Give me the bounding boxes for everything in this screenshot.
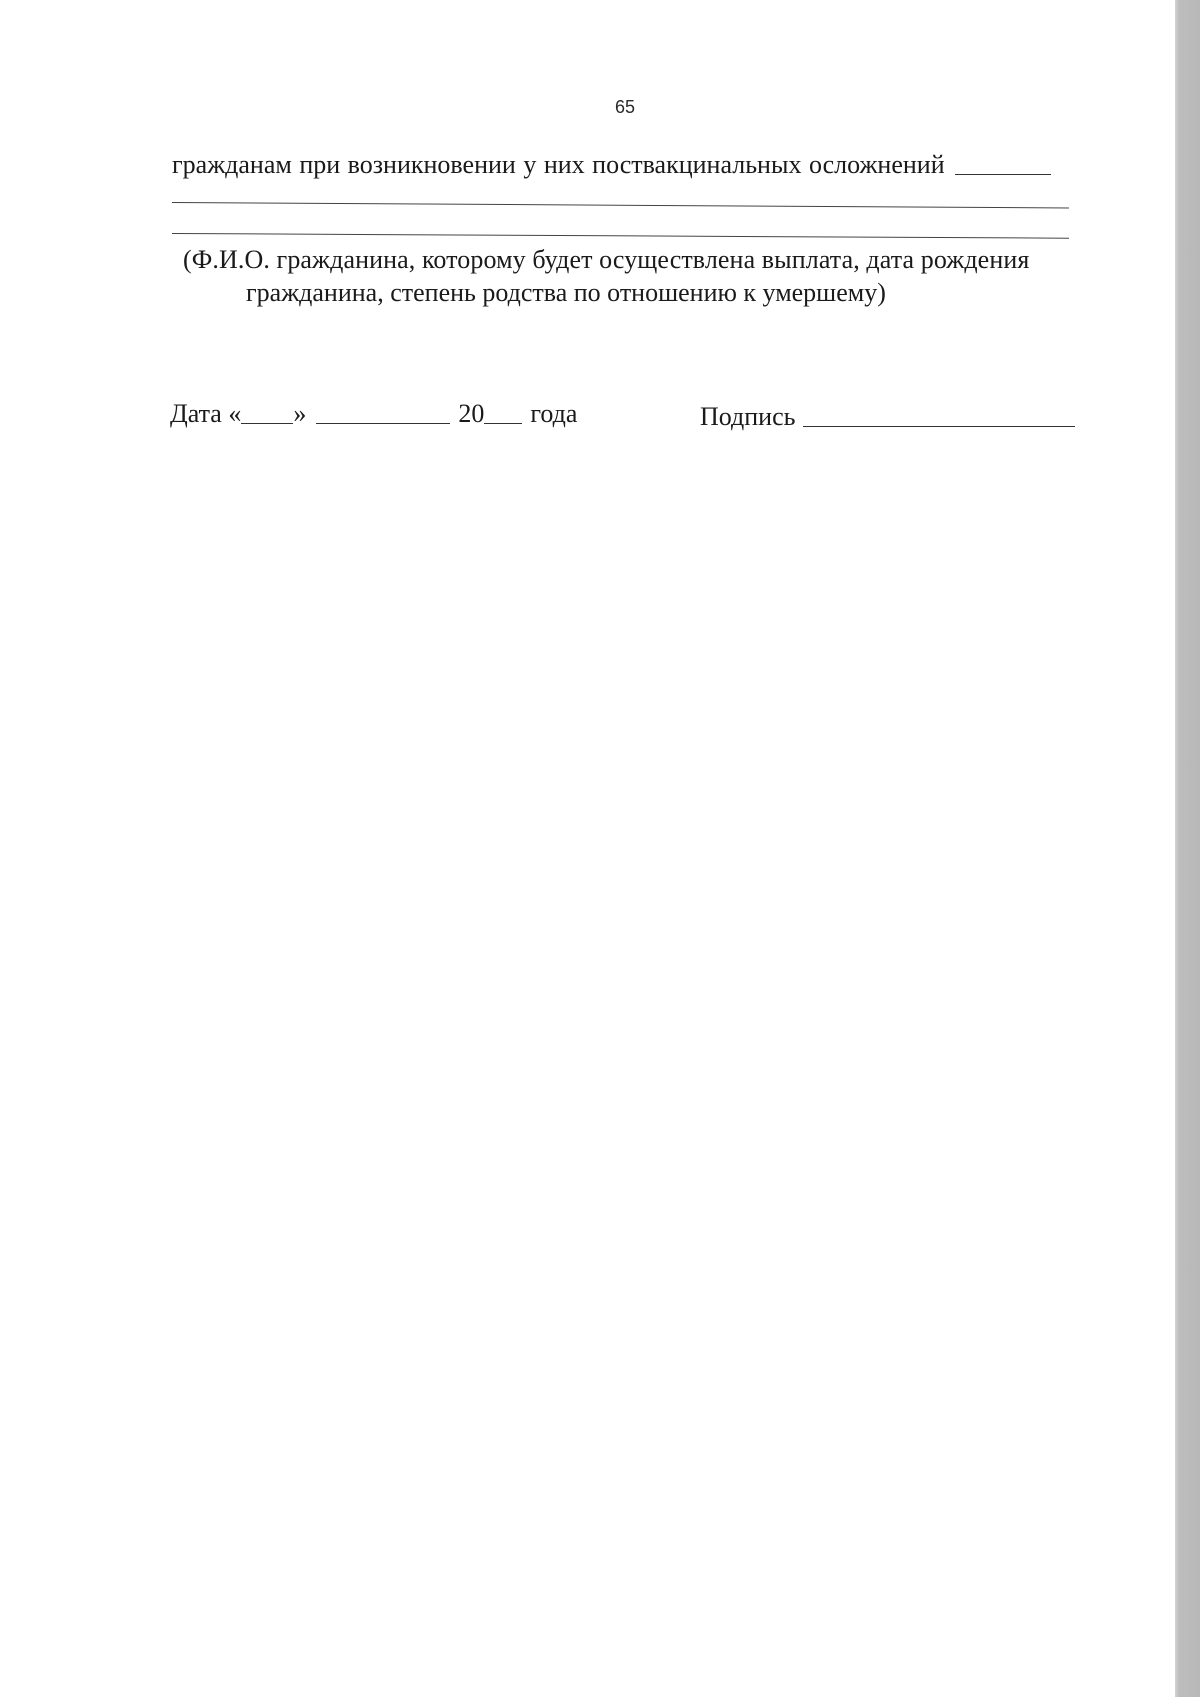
date-year-blank: [484, 403, 522, 424]
body-text-line: [172, 150, 1051, 180]
date-field: [170, 399, 577, 429]
date-year-prefix: 20: [458, 399, 485, 428]
field-caption-line-1: (Ф.И.О. гражданина, которому будет осуществлена выплата, дата рождения: [183, 245, 1030, 274]
signature-field: [700, 402, 1075, 432]
field-caption-line-2: гражданина, степень родства по отношению к умершему): [246, 278, 886, 307]
date-label: Дата «: [170, 399, 242, 428]
signature-blank: [803, 406, 1075, 427]
date-month-blank: [316, 403, 450, 424]
date-day-blank: [241, 403, 293, 424]
fill-in-rule-1: [172, 202, 1069, 208]
date-year-suffix: года: [530, 399, 578, 428]
scan-edge-shadow: [1175, 0, 1200, 1697]
fill-in-rule-2: [172, 233, 1069, 239]
fill-in-blank: [955, 154, 1051, 175]
page-number: 65: [615, 97, 636, 117]
body-text: гражданам при возникновении у них поствакцинальных осложнений: [172, 150, 945, 179]
signature-label: Подпись: [700, 402, 796, 431]
date-close-quote: »: [293, 399, 307, 428]
